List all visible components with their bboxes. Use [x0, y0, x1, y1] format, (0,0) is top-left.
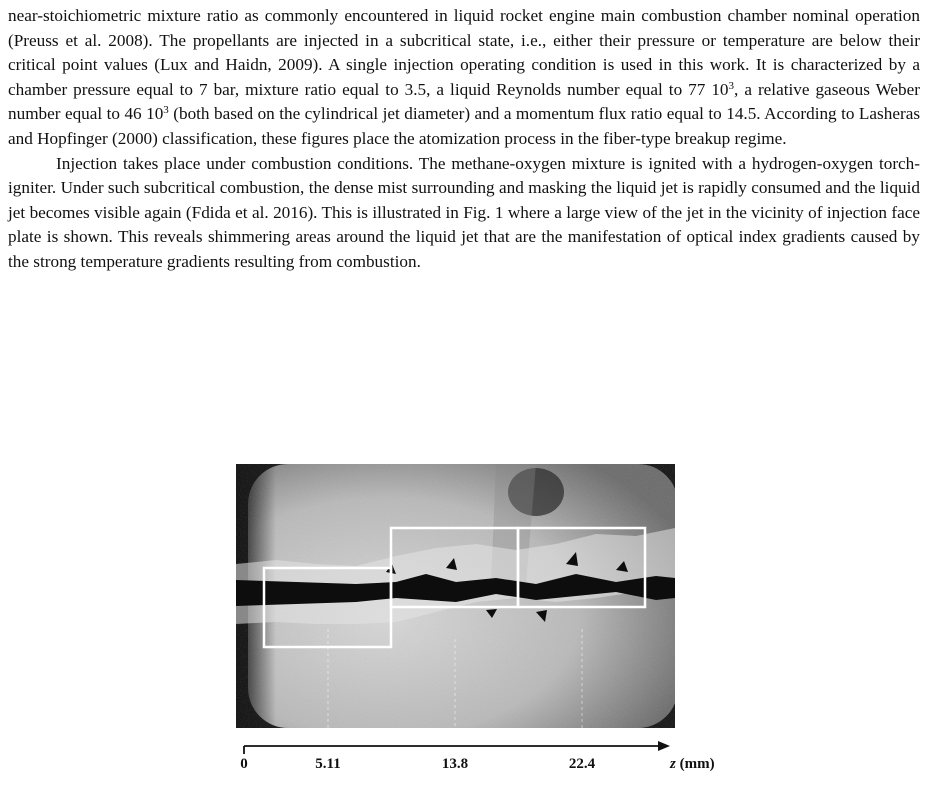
superscript-exponent: 3: [728, 79, 735, 92]
paragraph-1: [8, 4, 920, 152]
body-text: [8, 4, 920, 275]
tick-label-13-8: 13.8: [441, 756, 469, 772]
axis-title: [670, 756, 715, 773]
superscript-exponent: 3: [163, 104, 169, 117]
p1-text-2: , a relative gaseous Weber number equal to 46 10: [8, 79, 920, 124]
z-axis: [226, 736, 715, 782]
paragraph-2: Injection takes place under combustion conditions. The methane-oxygen mixture is ignited with a hydrogen-oxygen torch-igniter. Under such subcritical combustion, the dense mist surrounding and masking the liquid jet is rapidly consumed and the liquid jet becomes visible again (Fdida et al. 2016). This is illustrated in Fig. 1 where a large view of the jet in the vicinity of injection face plate is shown. This reveals shimmering areas around the liquid jet that are the manifestation of optical index gradients caused by the strong temperature gradients resulting from combustion.: [8, 153, 920, 271]
shadowgraph-svg: [236, 464, 675, 728]
z-axis-line: [226, 736, 706, 758]
p1-text-1: near-stoichiometric mixture ratio as commonly encountered in liquid rocket engine main combustion chamber nominal operation (Preuss et al. 2008). The propellants are injected in a subcritical state, i.e., either their pressure or temperature are below their critical point values (Lux and Haidn, 2009). A single injection operating condition is used in this work. It is characterized by a chamber pressure equal to 7 bar, mixture ratio equal to 3.5, a liquid Reynolds number equal to 77 10: [8, 6, 920, 99]
axis-variable: z: [670, 756, 676, 772]
arrow-icon: [658, 741, 670, 751]
tick-label-0: 0: [240, 756, 248, 772]
tick-label-5-11: 5.11: [315, 756, 341, 772]
p1-text-3: (both based on the cylindrical jet diameter) and a momentum flux ratio equal to 14.5. According to Lasheras and Hopfinger (2000) classification, these figures place the atomization process in the fiber-type breakup regime.: [8, 104, 921, 148]
axis-unit: (mm): [675, 756, 715, 772]
tick-label-22-4: 22.4: [568, 756, 596, 772]
jet-shadowgraph-image: [236, 464, 675, 728]
